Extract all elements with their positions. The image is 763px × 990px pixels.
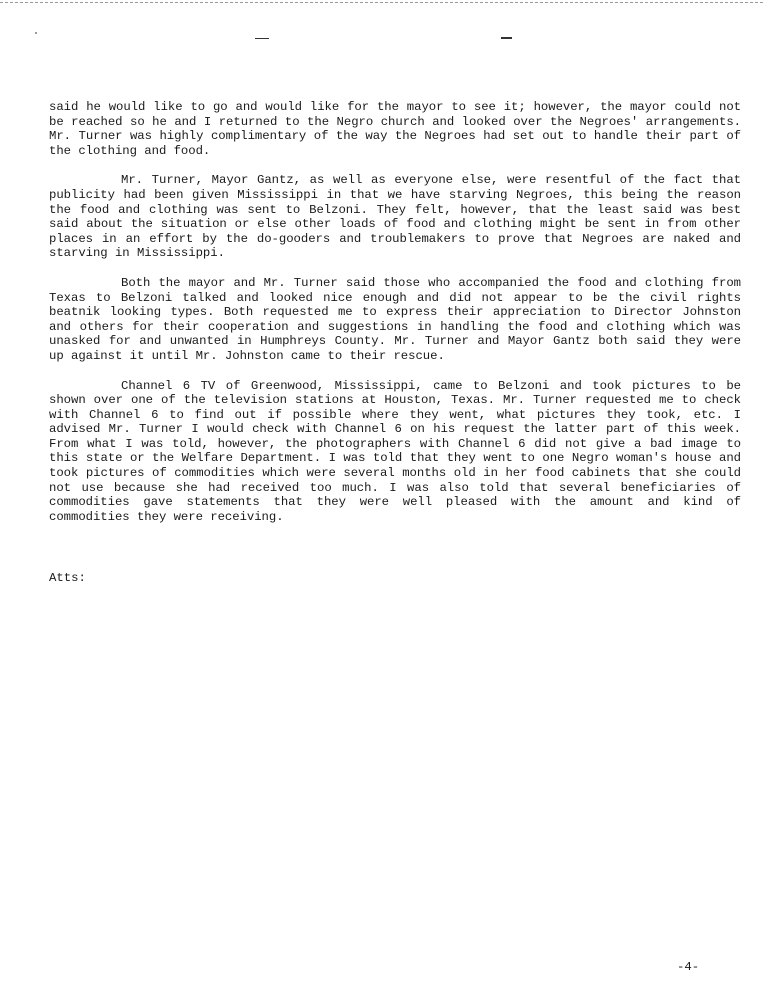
- page-number: -4-: [677, 960, 700, 974]
- attachments-label: Atts:: [49, 571, 86, 585]
- page-top-edge: [0, 2, 763, 3]
- document-body: [49, 100, 749, 539]
- paragraph-resentment: Mr. Turner, Mayor Gantz, as well as everyone else, were resentful of the fact that publicity had been given Mississippi in that we have starving Negroes, this being the reason the food and clothing was sent to Belzoni. They felt, however, that the least said was best said about the situation or else other loads of food and clothing might be sent in from other places in an effort by the do-gooders and troublemakers to prove that Negroes are naked and starving in Mississippi.: [49, 173, 749, 261]
- scan-mark: [35, 32, 37, 34]
- scan-mark: [501, 37, 512, 39]
- paragraph-continuation: said he would like to go and would like for the mayor to see it; however, the mayor could not be reached so he and I returned to the Negro church and looked over the Negroes' arrangements. Mr. Turner was highly complimentary of the way the Negroes had set out to handle their part of the clothing and food.: [49, 100, 749, 158]
- paragraph-appreciation: Both the mayor and Mr. Turner said those who accompanied the food and clothing from Texas to Belzoni talked and looked nice enough and did not appear to be the civil rights beatnik looking types. Both requested me to express their appreciation to Director Johnston and others for their cooperation and suggestions in handling the food and clothing which was unasked for and unwanted in Humphreys County. Mr. Turner and Mayor Gantz both said they were up against it until Mr. Johnston came to their rescue.: [49, 275, 749, 363]
- scan-mark: [255, 38, 269, 39]
- paragraph-channel-6: Channel 6 TV of Greenwood, Mississippi, came to Belzoni and took pictures to be shown over one of the television stations at Houston, Texas. Mr. Turner requested me to check with Channel 6 to find out if possible where they went, what pictures they took, etc. I advised Mr. Turner I would check with Channel 6 on his request the latter part of this week. From what I was told, however, the photographers with Channel 6 did not give a bad image to this state or the Welfare Department. I was told that they went to one Negro woman's house and took pictures of commodities which were several months old in her food cabinets that she could not use because she had received too much. I was also told that several beneficiaries of commodities gave statements that they were well pleased with the amount and kind of commodities they were receiving.: [49, 378, 749, 524]
